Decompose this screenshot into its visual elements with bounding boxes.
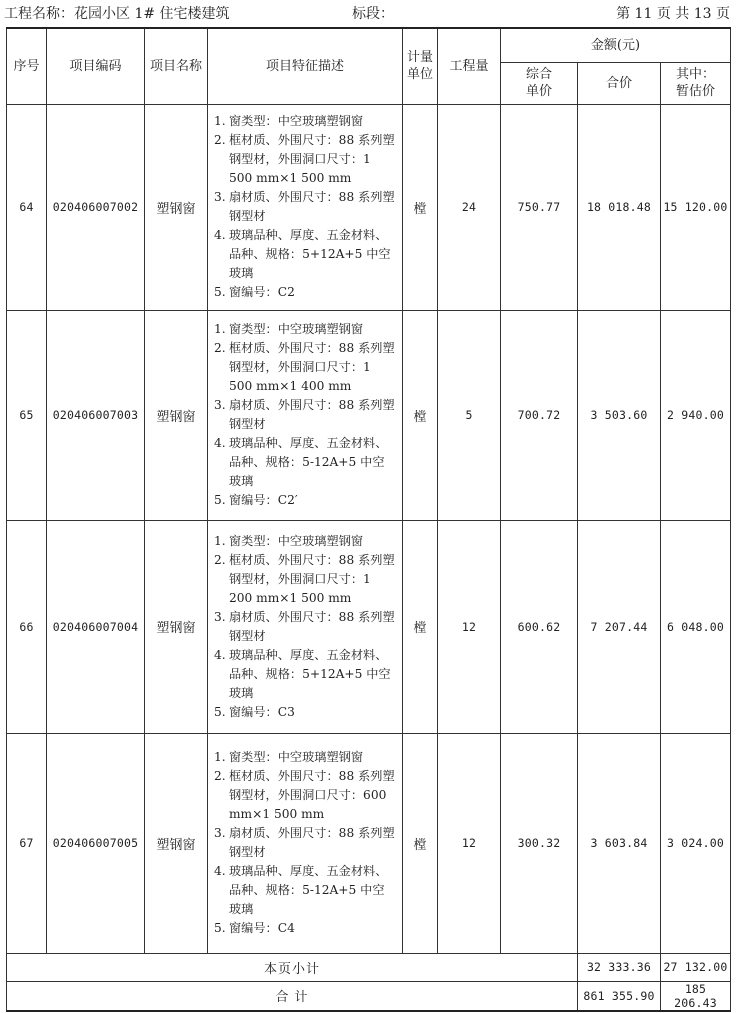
feature-number: 3. [214,826,226,840]
grand-total-total-price: 861 355.90 [578,981,661,1011]
feature-number: 5. [214,493,226,507]
row-seq: 64 [7,104,47,310]
row-seq: 65 [7,310,47,520]
feature-number: 2. [214,133,226,147]
feature-number: 1. [214,533,226,548]
row-name: 塑钢窗 [145,520,208,733]
row-unit: 樘 [403,104,438,310]
row-name: 塑钢窗 [145,310,208,520]
feature-item [214,703,396,722]
col-header-name: 项目名称 [145,28,208,104]
feature-item [214,434,396,491]
col-header-unit-text: 计量单位 [406,50,433,83]
feature-text: 扇材质、外围尺寸：88 系列塑钢型材 [229,826,395,859]
subtotal-row [7,953,731,981]
col-header-provisional-text: 其中：暂估价 [675,67,715,99]
page-header [0,0,736,28]
project-name [4,3,230,23]
col-header-code: 项目编码 [47,28,145,104]
row-features [208,520,403,733]
feature-number: 1. [214,750,226,764]
feature-item [214,862,396,919]
feature-number: 5. [214,285,226,299]
feature-item [214,551,396,608]
feature-number: 2. [214,552,226,567]
feature-text: 框材质、外围尺寸：88 系列塑钢型材，外围洞口尺寸：600 mm×1 500 mm [229,769,395,821]
table-row [7,310,731,520]
table-row [7,733,731,953]
row-provisional: 3 024.00 [661,733,731,953]
grand-total-row [7,981,731,1011]
row-unit-price: 700.72 [501,310,578,520]
feature-item [214,396,396,434]
feature-item [214,226,396,283]
feature-item [214,339,396,396]
row-code: 020406007005 [47,733,145,953]
row-features [208,104,403,310]
feature-text: 玻璃品种、厚度、五金材料、品种、规格：5+12A+5 中空玻璃 [229,228,391,280]
feature-text: 玻璃品种、厚度、五金材料、品种、规格：5+12A+5 中空玻璃 [229,647,391,700]
row-seq: 67 [7,733,47,953]
col-header-provisional [661,62,731,104]
row-total-price: 7 207.44 [578,520,661,733]
feature-item [214,112,396,131]
feature-item [214,824,396,862]
feature-text: 窗编号：C2 [229,285,295,299]
feature-text: 窗类型：中空玻璃塑钢窗 [229,533,364,548]
feature-item [214,532,396,551]
feature-text: 框材质、外围尺寸：88 系列塑钢型材，外围洞口尺寸：1 500 mm×1 500 mm [229,133,395,185]
feature-text: 窗类型：中空玻璃塑钢窗 [229,114,364,128]
row-total-price: 3 503.60 [578,310,661,520]
section-label: 标段： [352,6,394,22]
subtotal-label: 本页小计 [7,953,578,981]
feature-number: 3. [214,609,226,624]
row-unit-price: 300.32 [501,733,578,953]
feature-item [214,767,396,824]
feature-number: 3. [214,190,226,204]
feature-text: 窗编号：C4 [229,921,295,935]
row-unit-price: 750.77 [501,104,578,310]
row-name: 塑钢窗 [145,104,208,310]
row-total-price: 3 603.84 [578,733,661,953]
row-qty: 12 [438,733,501,953]
row-provisional: 2 940.00 [661,310,731,520]
bill-of-quantities-table [6,27,731,1012]
feature-item [214,283,396,302]
row-name: 塑钢窗 [145,733,208,953]
row-code: 020406007002 [47,104,145,310]
feature-text: 窗编号：C3 [229,704,295,719]
col-header-unit-price-text: 综合单价 [525,67,552,99]
col-header-unit-price [501,62,578,104]
row-unit: 樘 [403,310,438,520]
col-header-amount: 金额(元) [501,28,731,62]
row-seq: 66 [7,520,47,733]
row-unit: 樘 [403,733,438,953]
subtotal-provisional: 27 132.00 [661,953,731,981]
project-name-value: 花园小区 1# 住宅楼建筑 [74,6,230,22]
grand-total-provisional: 185 206.43 [661,981,731,1011]
row-unit: 樘 [403,520,438,733]
row-features [208,733,403,953]
feature-text: 扇材质、外围尺寸：88 系列塑钢型材 [229,609,395,643]
feature-number: 5. [214,921,226,935]
feature-text: 框材质、外围尺寸：88 系列塑钢型材，外围洞口尺寸：1 500 mm×1 400 mm [229,341,395,393]
col-header-unit [403,28,438,104]
feature-item [214,320,396,339]
feature-item [214,491,396,510]
feature-number: 2. [214,341,226,355]
feature-text: 玻璃品种、厚度、五金材料、品种、规格：5-12A+5 中空玻璃 [229,864,388,916]
feature-item [214,188,396,226]
feature-text: 窗类型：中空玻璃塑钢窗 [229,322,364,336]
feature-item [214,608,396,646]
row-qty: 24 [438,104,501,310]
project-label: 工程名称： [4,6,74,22]
row-provisional: 6 048.00 [661,520,731,733]
grand-total-label: 合 计 [7,981,578,1011]
feature-text: 框材质、外围尺寸：88 系列塑钢型材，外围洞口尺寸：1 200 mm×1 500 mm [229,552,395,605]
feature-item [214,748,396,767]
feature-text: 玻璃品种、厚度、五金材料、品种、规格：5-12A+5 中空玻璃 [229,436,388,488]
feature-number: 4. [214,647,226,662]
row-total-price: 18 018.48 [578,104,661,310]
feature-text: 窗编号：C2′ [229,493,298,507]
feature-number: 1. [214,322,226,336]
feature-item [214,131,396,188]
row-code: 020406007004 [47,520,145,733]
feature-number: 5. [214,704,226,719]
feature-number: 3. [214,398,226,412]
feature-text: 扇材质、外围尺寸：88 系列塑钢型材 [229,190,395,223]
col-header-desc: 项目特征描述 [208,28,403,104]
page-info: 第 11 页 共 13 页 [616,6,730,22]
row-qty: 5 [438,310,501,520]
subtotal-total-price: 32 333.36 [578,953,661,981]
col-header-total-price: 合价 [578,62,661,104]
feature-number: 4. [214,228,226,242]
feature-item [214,919,396,938]
feature-number: 4. [214,436,226,450]
row-features [208,310,403,520]
feature-number: 2. [214,769,226,783]
table-row [7,104,731,310]
feature-number: 4. [214,864,226,878]
col-header-seq: 序号 [7,28,47,104]
table-row [7,520,731,733]
row-unit-price: 600.62 [501,520,578,733]
row-code: 020406007003 [47,310,145,520]
feature-item [214,646,396,703]
feature-number: 1. [214,114,226,128]
feature-text: 窗类型：中空玻璃塑钢窗 [229,750,364,764]
row-qty: 12 [438,520,501,733]
feature-text: 扇材质、外围尺寸：88 系列塑钢型材 [229,398,395,431]
col-header-qty: 工程量 [438,28,501,104]
row-provisional: 15 120.00 [661,104,731,310]
